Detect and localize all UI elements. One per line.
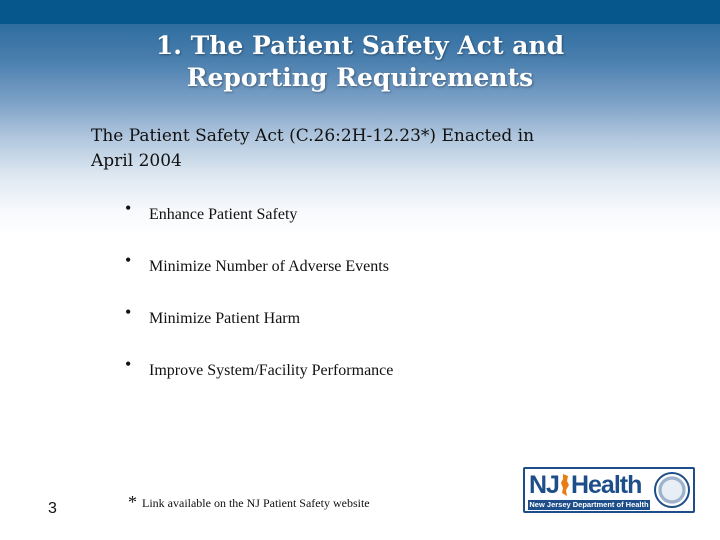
bullet-item	[125, 302, 605, 358]
seal-icon	[654, 472, 690, 508]
logo-nj: NJ	[529, 471, 559, 499]
bullet-text: Improve System/Facility Performance	[149, 362, 394, 379]
intro-line-1: The Patient Safety Act (C.26:2H-12.23*) Enacted in	[91, 126, 535, 146]
title-line-2: Reporting Requirements	[186, 63, 534, 92]
footnote-text: Link available on the NJ Patient Safety website	[142, 496, 370, 510]
footnote	[128, 492, 370, 514]
logo-subtitle: New Jersey Department of Health	[529, 500, 649, 509]
title-line-1: 1. The Patient Safety Act and	[155, 31, 565, 60]
logo-wordmark	[529, 472, 641, 498]
bullet-item	[125, 354, 605, 410]
bullet-icon: •	[125, 198, 132, 218]
slide-title	[60, 30, 660, 94]
bullet-text: Minimize Number of Adverse Events	[149, 258, 389, 275]
slide-number: 3	[48, 500, 57, 517]
bullet-icon: •	[125, 302, 132, 322]
header-bar	[0, 0, 720, 24]
intro-line-2: April 2004	[91, 151, 182, 171]
logo-health: Health	[570, 471, 642, 499]
bullet-icon: •	[125, 250, 132, 270]
bullet-text: Enhance Patient Safety	[149, 206, 298, 223]
intro-text	[91, 124, 651, 174]
nj-health-logo	[523, 467, 695, 513]
bullet-item	[125, 198, 605, 254]
bullet-item	[125, 250, 605, 306]
nj-state-icon	[560, 474, 570, 496]
bullet-icon: •	[125, 354, 132, 374]
footnote-marker: *	[128, 492, 137, 512]
bullet-list	[125, 198, 605, 410]
bullet-text: Minimize Patient Harm	[149, 310, 301, 327]
